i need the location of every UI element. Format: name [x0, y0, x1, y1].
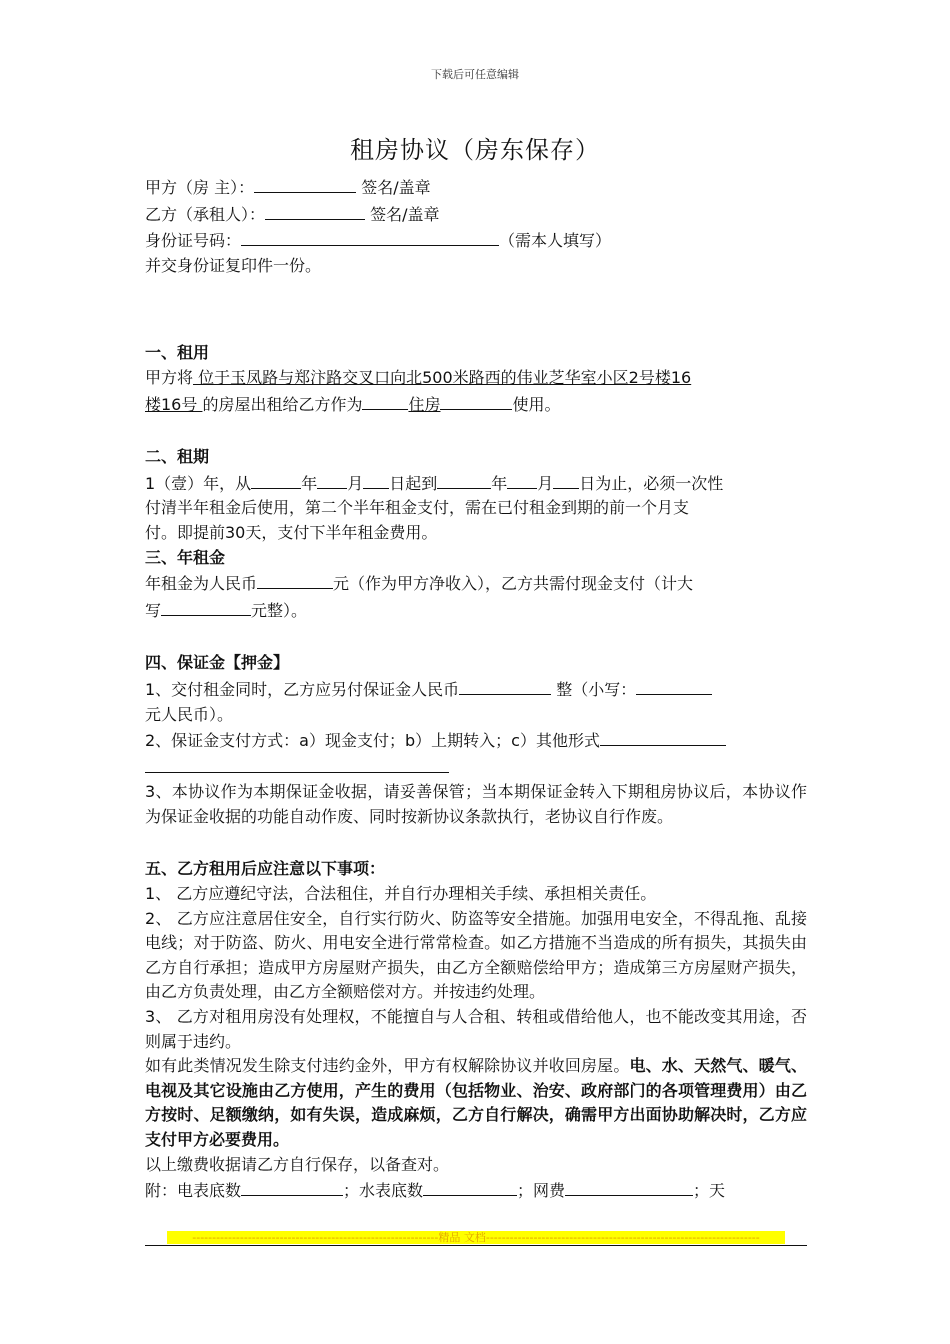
s2-e: 年: [491, 473, 508, 493]
payment-other-blank: [600, 727, 726, 746]
s3-c: 写: [145, 600, 162, 620]
s4-p2: 2、保证金支付方式：a）现金支付；b）上期转入；c）其他形式: [145, 731, 600, 751]
header-note: 下载后可任意编辑: [431, 68, 519, 81]
party-a-blank: [254, 174, 356, 193]
payment-other-blank-2: [145, 754, 449, 773]
electric-meter-label: 附：电表底数: [145, 1181, 242, 1201]
section-5-receipt: 以上缴费收据请乙方自行保存，以备查对。: [145, 1154, 450, 1174]
party-a-label: 甲方（房 主）：: [145, 178, 255, 197]
section-2-line-2: 付清半年租金后使用，第二个半年租金支付，需在已付租金到期的前一个月支: [145, 498, 690, 518]
s2-a: 1（壹）年，从: [145, 473, 252, 493]
id-label: 身份证号码：: [145, 231, 242, 251]
section-2-line-3: 付。即提前30天，支付下半年租金费用。: [145, 522, 438, 542]
end-month-blank: [507, 470, 537, 489]
s2-b: 年: [301, 473, 318, 493]
property-address: 位于玉凤路与郑汴路交叉口向北500米路西的伟业芝华室小区2号楼16: [193, 367, 692, 387]
end-year-blank: [437, 470, 491, 489]
deposit-small-blank: [636, 676, 712, 695]
usage-type: 住房: [408, 394, 441, 414]
section-3-line-2: [145, 597, 807, 624]
internet-fee-label: ；网费: [517, 1181, 566, 1201]
section-2-heading: 二、租期: [145, 447, 210, 467]
water-meter-blank: [423, 1177, 517, 1196]
document-title: 租房协议（房东保存）: [350, 136, 600, 164]
section-3-line-1: [145, 570, 807, 597]
meter-readings-line: [145, 1177, 807, 1204]
s4-p1b: 整（小写：: [556, 679, 637, 699]
s3-b: 元（作为甲方净收入），乙方共需付现金支付（计大: [333, 574, 694, 594]
start-year-blank: [251, 470, 301, 489]
section-4-p1: [145, 676, 807, 703]
section-3-heading: 三、年租金: [145, 547, 226, 567]
section-1-line-1: [145, 366, 807, 391]
party-b-label: 乙方（承租人）：: [145, 204, 266, 224]
s3-d: 元整）。: [251, 600, 308, 620]
water-meter-label: ；水表底数: [343, 1181, 424, 1201]
section-5-item-2: 2、 乙方应注意居住安全，自行实行防火、防盗等安全措施。加强用电安全，不得乱拖、乱接电线；对于防盗、防火、用电安全进行常常检查。如乙方措施不当造成的所有损失，其损失由乙方自行承担；造成甲方房屋财产损失，由乙方全额赔偿给甲方；造成第三方房屋财产损失，由乙方负责处理，由乙方全额赔偿对方。并按违约处理。: [145, 908, 807, 1002]
gas-label-start: ；天: [693, 1181, 726, 1201]
party-a-line: [145, 174, 807, 201]
id-note: （需本人填写）: [499, 231, 612, 251]
start-day-blank: [363, 470, 389, 489]
section-4-p1-cont: 元人民币）。: [145, 704, 234, 724]
id-blank: [241, 227, 499, 246]
end-day-blank: [553, 470, 579, 489]
id-line: [145, 227, 807, 254]
internet-fee-blank: [565, 1177, 693, 1196]
deposit-blank: [459, 676, 551, 695]
page-footer: [145, 1229, 807, 1246]
use-pre-blank: [362, 391, 408, 410]
s2-c: 月: [347, 473, 364, 493]
s3-a: 年租金为人民币: [145, 574, 258, 594]
s1-text: 甲方将: [145, 367, 194, 387]
section-4-p3: 3、本协议作为本期保证金收据，请妥善保管；当本期保证金转入下期租房协议后，本协议作为保证金收据的功能自动作废、同时按新协议条款执行，老协议自行作废。: [145, 782, 807, 826]
s2-g: 日为止，必须一次性: [579, 473, 724, 493]
party-b-line: [145, 201, 807, 228]
document-body: [145, 174, 807, 1204]
footer-rule: [145, 1229, 807, 1246]
section-2-line-1: [145, 470, 807, 497]
section-4-heading: 四、保证金【押金】: [145, 653, 290, 673]
s2-f: 月: [537, 473, 554, 493]
section-5-item-1: 1、 乙方应遵纪守法，合法租住，并自行办理相关手续、承担相关责任。: [145, 884, 657, 904]
id-copy: 并交身份证复印件一份。: [145, 255, 322, 275]
section-5-heading: 五、乙方租用后应注意以下事项：: [145, 859, 386, 879]
use-post-blank: [440, 391, 512, 410]
start-month-blank: [317, 470, 347, 489]
electric-meter-blank: [241, 1177, 343, 1196]
s4-p1a: 1、交付租金同时，乙方应另付保证金人民币: [145, 679, 460, 699]
party-b-sign: 签名/盖章: [370, 204, 440, 224]
section-5-fees: [145, 1054, 807, 1152]
fees-bold: 电、水、天然气、暖气、电视及其它设施由乙方使用，产生的费用（包括物业、治安、政府部门的各项管理费用）由乙方按时、足额缴纳，如有失误，造成麻烦，乙方自行解决，确需甲方出面协助解决时，乙方应支付甲方必要费用。: [145, 1056, 807, 1149]
section-4-p2-cont: [145, 754, 807, 781]
property-address-cont: 楼16号: [145, 394, 203, 414]
s1-text-2: 的房屋出租给乙方作为: [202, 394, 363, 414]
party-a-sign: 签名/盖章: [361, 178, 431, 197]
section-5-item-3: 3、 乙方对租用房没有处理权，不能擅自与人合租、转租或借给他人，也不能改变其用途，否则属于违约。: [145, 1007, 807, 1051]
section-4-p2: [145, 727, 807, 754]
party-b-blank: [265, 201, 365, 220]
rent-capital-blank: [161, 597, 251, 616]
annual-rent-blank: [257, 570, 333, 589]
section-1-heading: 一、租用: [145, 343, 210, 363]
fees-normal: 如有此类情况发生除支付违约金外，甲方有权解除协议并收回房屋。: [145, 1056, 630, 1076]
footer-watermark-band: --------------------------------------------------------------精品 文档---------------------------------------------------------------------: [167, 1231, 785, 1244]
section-1-line-2: [145, 391, 807, 418]
s1-text-3: 使用。: [512, 394, 561, 414]
s2-d: 日起到: [389, 473, 438, 493]
